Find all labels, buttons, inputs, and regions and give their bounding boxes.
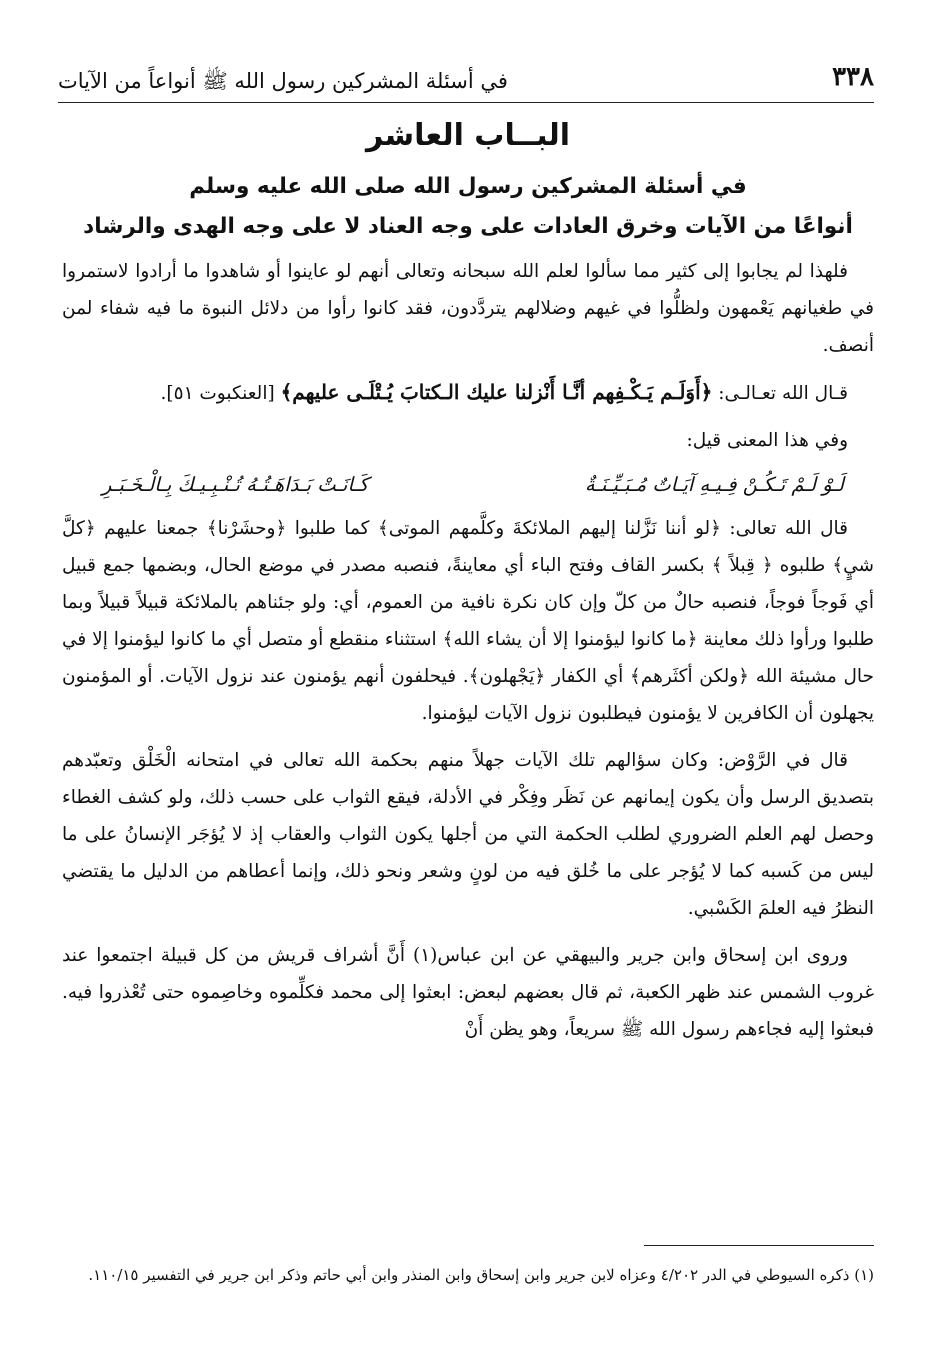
- paragraph-2: [62, 374, 874, 412]
- chapter-subtitle-line-2: أنواعًا من الآيات وخرق العادات على وجه العناد لا على وجه الهدى والرشاد: [83, 214, 853, 239]
- paragraph-1: فلهذا لم يجابوا إلى كثير مما سألوا لعلم الله سبحانه وتعالى أنهم لو عاينوا أو شاهدوا ما أرادوا لاستمروا في طغيانهم يَعْمهون ولظلُّوا في غيهم وضلالهم يتردَّدون، فقد كانوا رأوا من دلائل النبوة ما فيه شفاء لمن أنصف.: [62, 261, 874, 356]
- footnote-1: (١) ذكره السيوطي في الدر ٤/٢٠٢ وعزاه لابن جرير وابن إسحاق وابن المنذر وابن أبي حاتم وذكر ابن جرير في التفسير ١١٠/١٥.: [88, 1266, 874, 1284]
- footnotes: [62, 1245, 874, 1290]
- verse-first-hemistich: لَـوْ لَـمْ تَـكُـنْ فِـيـهِ آيَـاتٌ مُـبَـيِّـنَـةٌ: [584, 473, 844, 496]
- footnote-divider: [644, 1245, 874, 1246]
- paragraph-3: وفي هذا المعنى قيل:: [686, 430, 848, 451]
- paragraph-4: قال الله تعالى: ﴿لو أننا نَزَّلنا إليهم الملائكةَ وكلَّمهم الموتى﴾ كما طلبوا ﴿وحشَرْنا﴾ جمعنا عليهم ﴿كلَّ شيٍ﴾ طلبوه ﴿ قِبلاً ﴾ بكسر القاف وفتح الباء أي معاينةً، فنصبه مصدر في موضع الحال، وبضمها جمع قبيل أي فَوجاً فوجاً، فنصبه حالٌ من كلّ وإن كان نكرة نافية من العموم، أي: ولو جئناهم بالملائكة قبيلاً قبيلاً وبما طلبوا ورأوا ذلك معاينة ﴿ما كانوا ليؤمنوا إلا أن يشاء الله﴾ استثناء منقطع أو متصل أي ما كانوا ليؤمنوا إلا في حال مشيئة الله ﴿ولكن أكثَرهم﴾ أي الكفار ﴿يَجْهلون﴾. فيحلفون أنهم يؤمنون عند نزول الآيات. أو المؤمنون يجهلون أن الكافرين لا يؤمنون فيطلبون نزول الآيات ليؤمنوا.: [62, 518, 874, 724]
- page-body: [62, 118, 874, 1058]
- verse-reference: [العنكبوت ٥١].: [160, 383, 281, 404]
- quran-verse: ﴿أَوَلَـم يَـكْـفِهم أنَّـا أَنْزلنا عليك الـكتابَ يُـتْلَـى عليهم﴾: [280, 380, 713, 404]
- quote-intro: قـال الله تعـالـى:: [712, 383, 848, 404]
- chapter-subtitle-line-1: في أسئلة المشركين رسول الله صلى الله عليه وسلم: [189, 174, 747, 199]
- page-header: [58, 58, 874, 103]
- chapter-title: البــاب العاشر: [365, 118, 571, 153]
- running-title: في أسئلة المشركين رسول الله ﷺ أنواعاً من الآيات: [58, 69, 508, 93]
- paragraph-5: قال في الرَّوْض: وكان سؤالهم تلك الآيات جهلاً منهم بحكمة الله تعالى في امتحانه الْخَلْق وتعبّدهم بتصديق الرسل وأن يكون إيمانهم عن نَظَر وفِكْر في الأدلة، فيقع الثواب على حسب ذلك، ولو كشف الغطاء وحصل لهم العلم الضروري لطلب الحكمة التي من أجلها يكون الثواب والعقاب إذ لا يُؤجَر الإنسانُ على ما ليس من كَسبه كما لا يُؤجر على ما خُلق فيه من لونٍ وشعر ونحو ذلك، وإنما أعطاهم من الدليل ما يقتضي النظرُ فيه العلمَ الكَسْبي.: [62, 750, 874, 919]
- poetry-verse: [62, 469, 874, 502]
- page-number: ٣٣٨: [832, 62, 874, 92]
- verse-second-hemistich: كَـانَـتْ بَـدَاهَـتُـهُ تُـنْـبِـيـكَ بِـالْـخَـبَـرِ: [102, 473, 369, 496]
- paragraph-6: وروى ابن إسحاق وابن جرير والبيهقي عن ابن عباس(١) أَنَّ أشراف قريش من كل قبيلة اجتمعوا عند غروب الشمس عند ظهر الكعبة، ثم قال بعضهم لبعض: ابعثوا إلى محمد فكلِّموه وخاصِموه حتى تُعْذروا فيه. فبعثوا إليه فجاءهم رسول الله ﷺ سريعاً، وهو يظن أَنْ: [62, 945, 874, 1040]
